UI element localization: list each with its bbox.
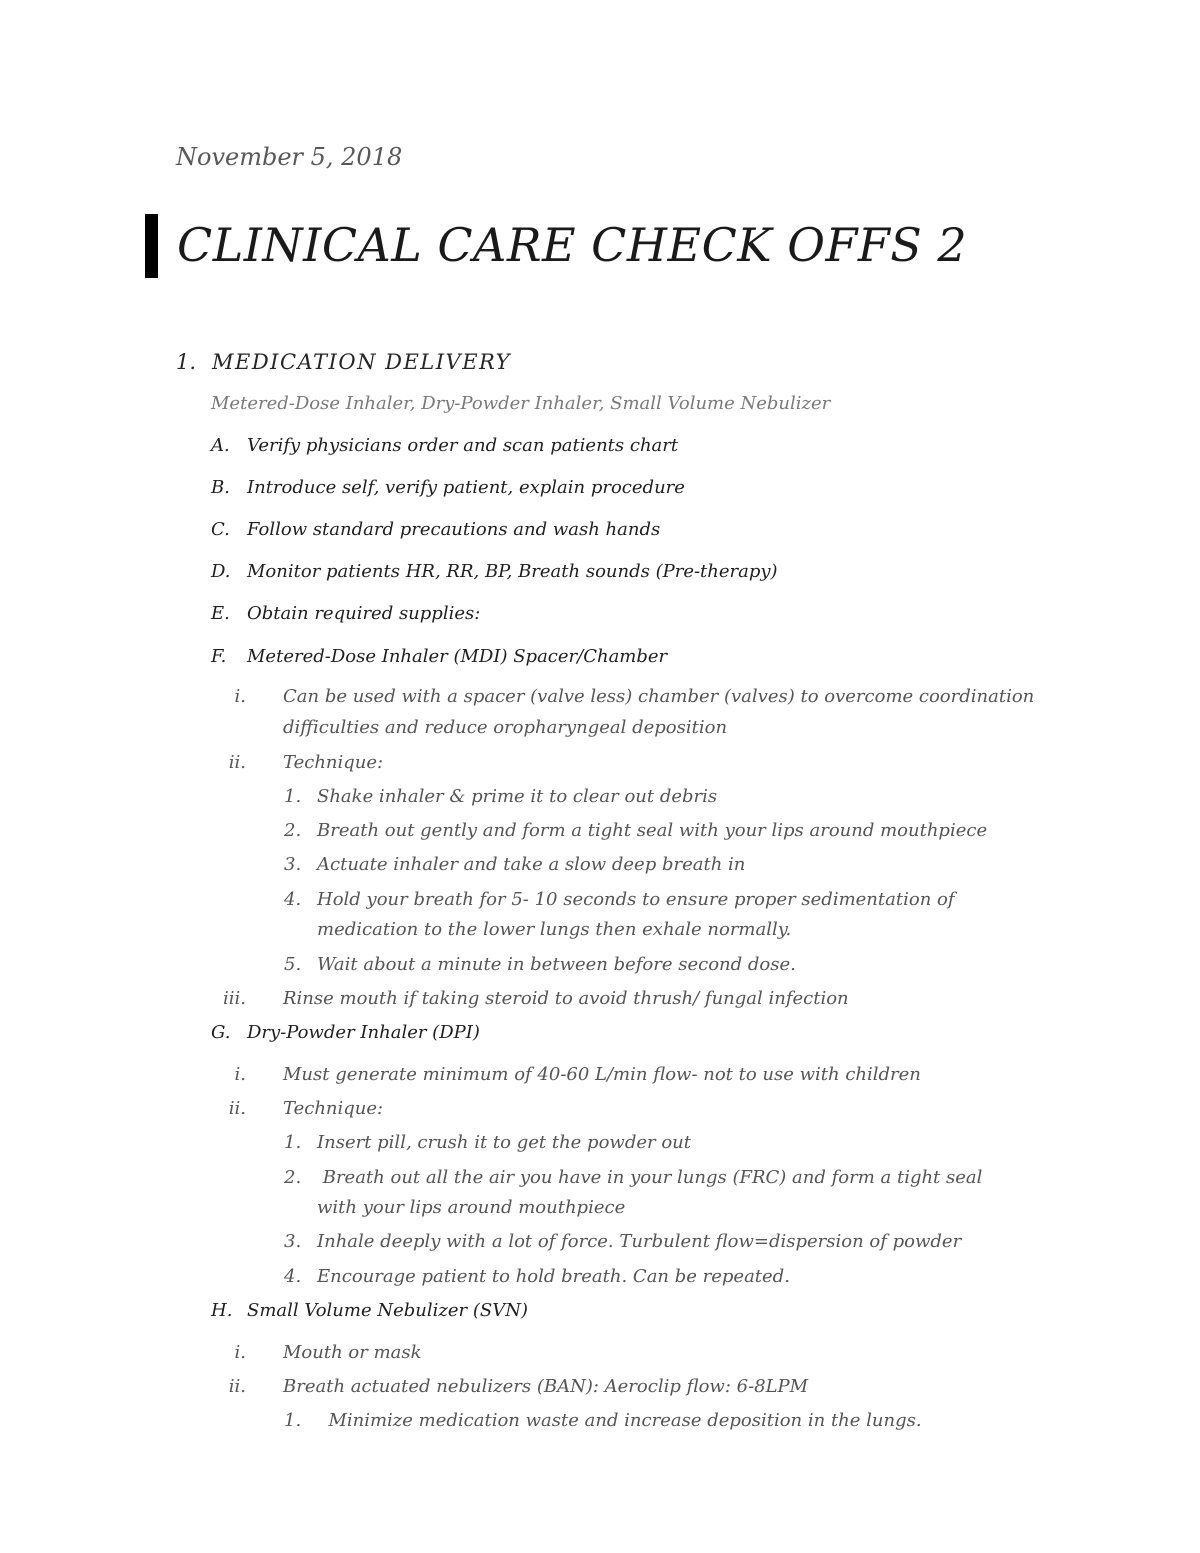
technique-text: Breath out all the air you have in your lungs (FRC) and form a tight seal bbox=[317, 1167, 983, 1188]
substep-marker: i. bbox=[234, 1064, 246, 1085]
substep-marker: i. bbox=[234, 686, 246, 707]
technique-marker: 1. bbox=[284, 786, 302, 807]
step-marker: F. bbox=[211, 646, 227, 667]
step-marker: H. bbox=[211, 1300, 233, 1321]
technique-marker: 4. bbox=[284, 889, 302, 910]
substep-marker: iii. bbox=[223, 988, 246, 1009]
substep-text: Technique: bbox=[283, 752, 384, 773]
substep-text: Technique: bbox=[283, 1098, 384, 1119]
step-text: Verify physicians order and scan patients chart bbox=[247, 435, 679, 456]
title-accent-bar bbox=[145, 214, 158, 278]
technique-marker: 2. bbox=[284, 1167, 302, 1188]
step-text: Dry-Powder Inhaler (DPI) bbox=[247, 1022, 480, 1043]
technique-text-continued: with your lips around mouthpiece bbox=[317, 1197, 626, 1218]
section-subtitle: Metered-Dose Inhaler, Dry-Powder Inhaler, Small Volume Nebulizer bbox=[211, 393, 831, 414]
step-text: Small Volume Nebulizer (SVN) bbox=[247, 1300, 528, 1321]
technique-text: Breath out gently and form a tight seal with your lips around mouthpiece bbox=[317, 820, 988, 841]
substep-text: Must generate minimum of 40-60 L/min flow- not to use with children bbox=[283, 1064, 921, 1085]
technique-marker: 3. bbox=[284, 854, 302, 875]
technique-text-continued: medication to the lower lungs then exhale normally. bbox=[317, 919, 792, 940]
step-text: Monitor patients HR, RR, BP, Breath sounds (Pre-therapy) bbox=[247, 561, 778, 582]
step-text: Introduce self, verify patient, explain procedure bbox=[247, 477, 685, 498]
technique-marker: 1. bbox=[284, 1410, 302, 1431]
document-date: November 5, 2018 bbox=[176, 143, 403, 171]
substep-text: Breath actuated nebulizers (BAN): Aeroclip flow: 6-8LPM bbox=[283, 1376, 809, 1397]
step-marker: G. bbox=[211, 1022, 231, 1043]
technique-text: Encourage patient to hold breath. Can be repeated. bbox=[317, 1266, 790, 1287]
substep-marker: ii. bbox=[228, 752, 246, 773]
substep-text-continued: difficulties and reduce oropharyngeal deposition bbox=[283, 717, 728, 738]
technique-text: Shake inhaler & prime it to clear out debris bbox=[317, 786, 718, 807]
technique-text: Actuate inhaler and take a slow deep breath in bbox=[317, 854, 746, 875]
step-marker: B. bbox=[211, 477, 230, 498]
technique-text: Inhale deeply with a lot of force. Turbulent flow=dispersion of powder bbox=[317, 1231, 962, 1252]
step-text: Follow standard precautions and wash hands bbox=[247, 519, 661, 540]
substep-text: Mouth or mask bbox=[283, 1342, 422, 1363]
substep-text: Rinse mouth if taking steroid to avoid thrush/ fungal infection bbox=[283, 988, 849, 1009]
step-text: Metered-Dose Inhaler (MDI) Spacer/Chamber bbox=[247, 646, 668, 667]
technique-marker: 2. bbox=[284, 820, 302, 841]
step-text: Obtain required supplies: bbox=[247, 603, 481, 624]
technique-text: Insert pill, crush it to get the powder out bbox=[317, 1132, 691, 1153]
step-marker: C. bbox=[211, 519, 230, 540]
step-marker: D. bbox=[211, 561, 231, 582]
substep-text: Can be used with a spacer (valve less) chamber (valves) to overcome coordination bbox=[283, 686, 1035, 707]
substep-marker: ii. bbox=[228, 1376, 246, 1397]
technique-text: Minimize medication waste and increase deposition in the lungs. bbox=[317, 1410, 922, 1431]
technique-marker: 5. bbox=[284, 954, 302, 975]
substep-marker: ii. bbox=[228, 1098, 246, 1119]
technique-marker: 3. bbox=[284, 1231, 302, 1252]
step-marker: E. bbox=[211, 603, 230, 624]
step-marker: A. bbox=[211, 435, 230, 456]
document-title: CLINICAL CARE CHECK OFFS 2 bbox=[177, 218, 968, 272]
technique-marker: 1. bbox=[284, 1132, 302, 1153]
technique-text: Hold your breath for 5- 10 seconds to ensure proper sedimentation of bbox=[317, 889, 955, 910]
technique-text: Wait about a minute in between before second dose. bbox=[317, 954, 796, 975]
substep-marker: i. bbox=[234, 1342, 246, 1363]
section-number: 1. bbox=[176, 350, 197, 374]
technique-marker: 4. bbox=[284, 1266, 302, 1287]
section-title: MEDICATION DELIVERY bbox=[212, 350, 512, 374]
